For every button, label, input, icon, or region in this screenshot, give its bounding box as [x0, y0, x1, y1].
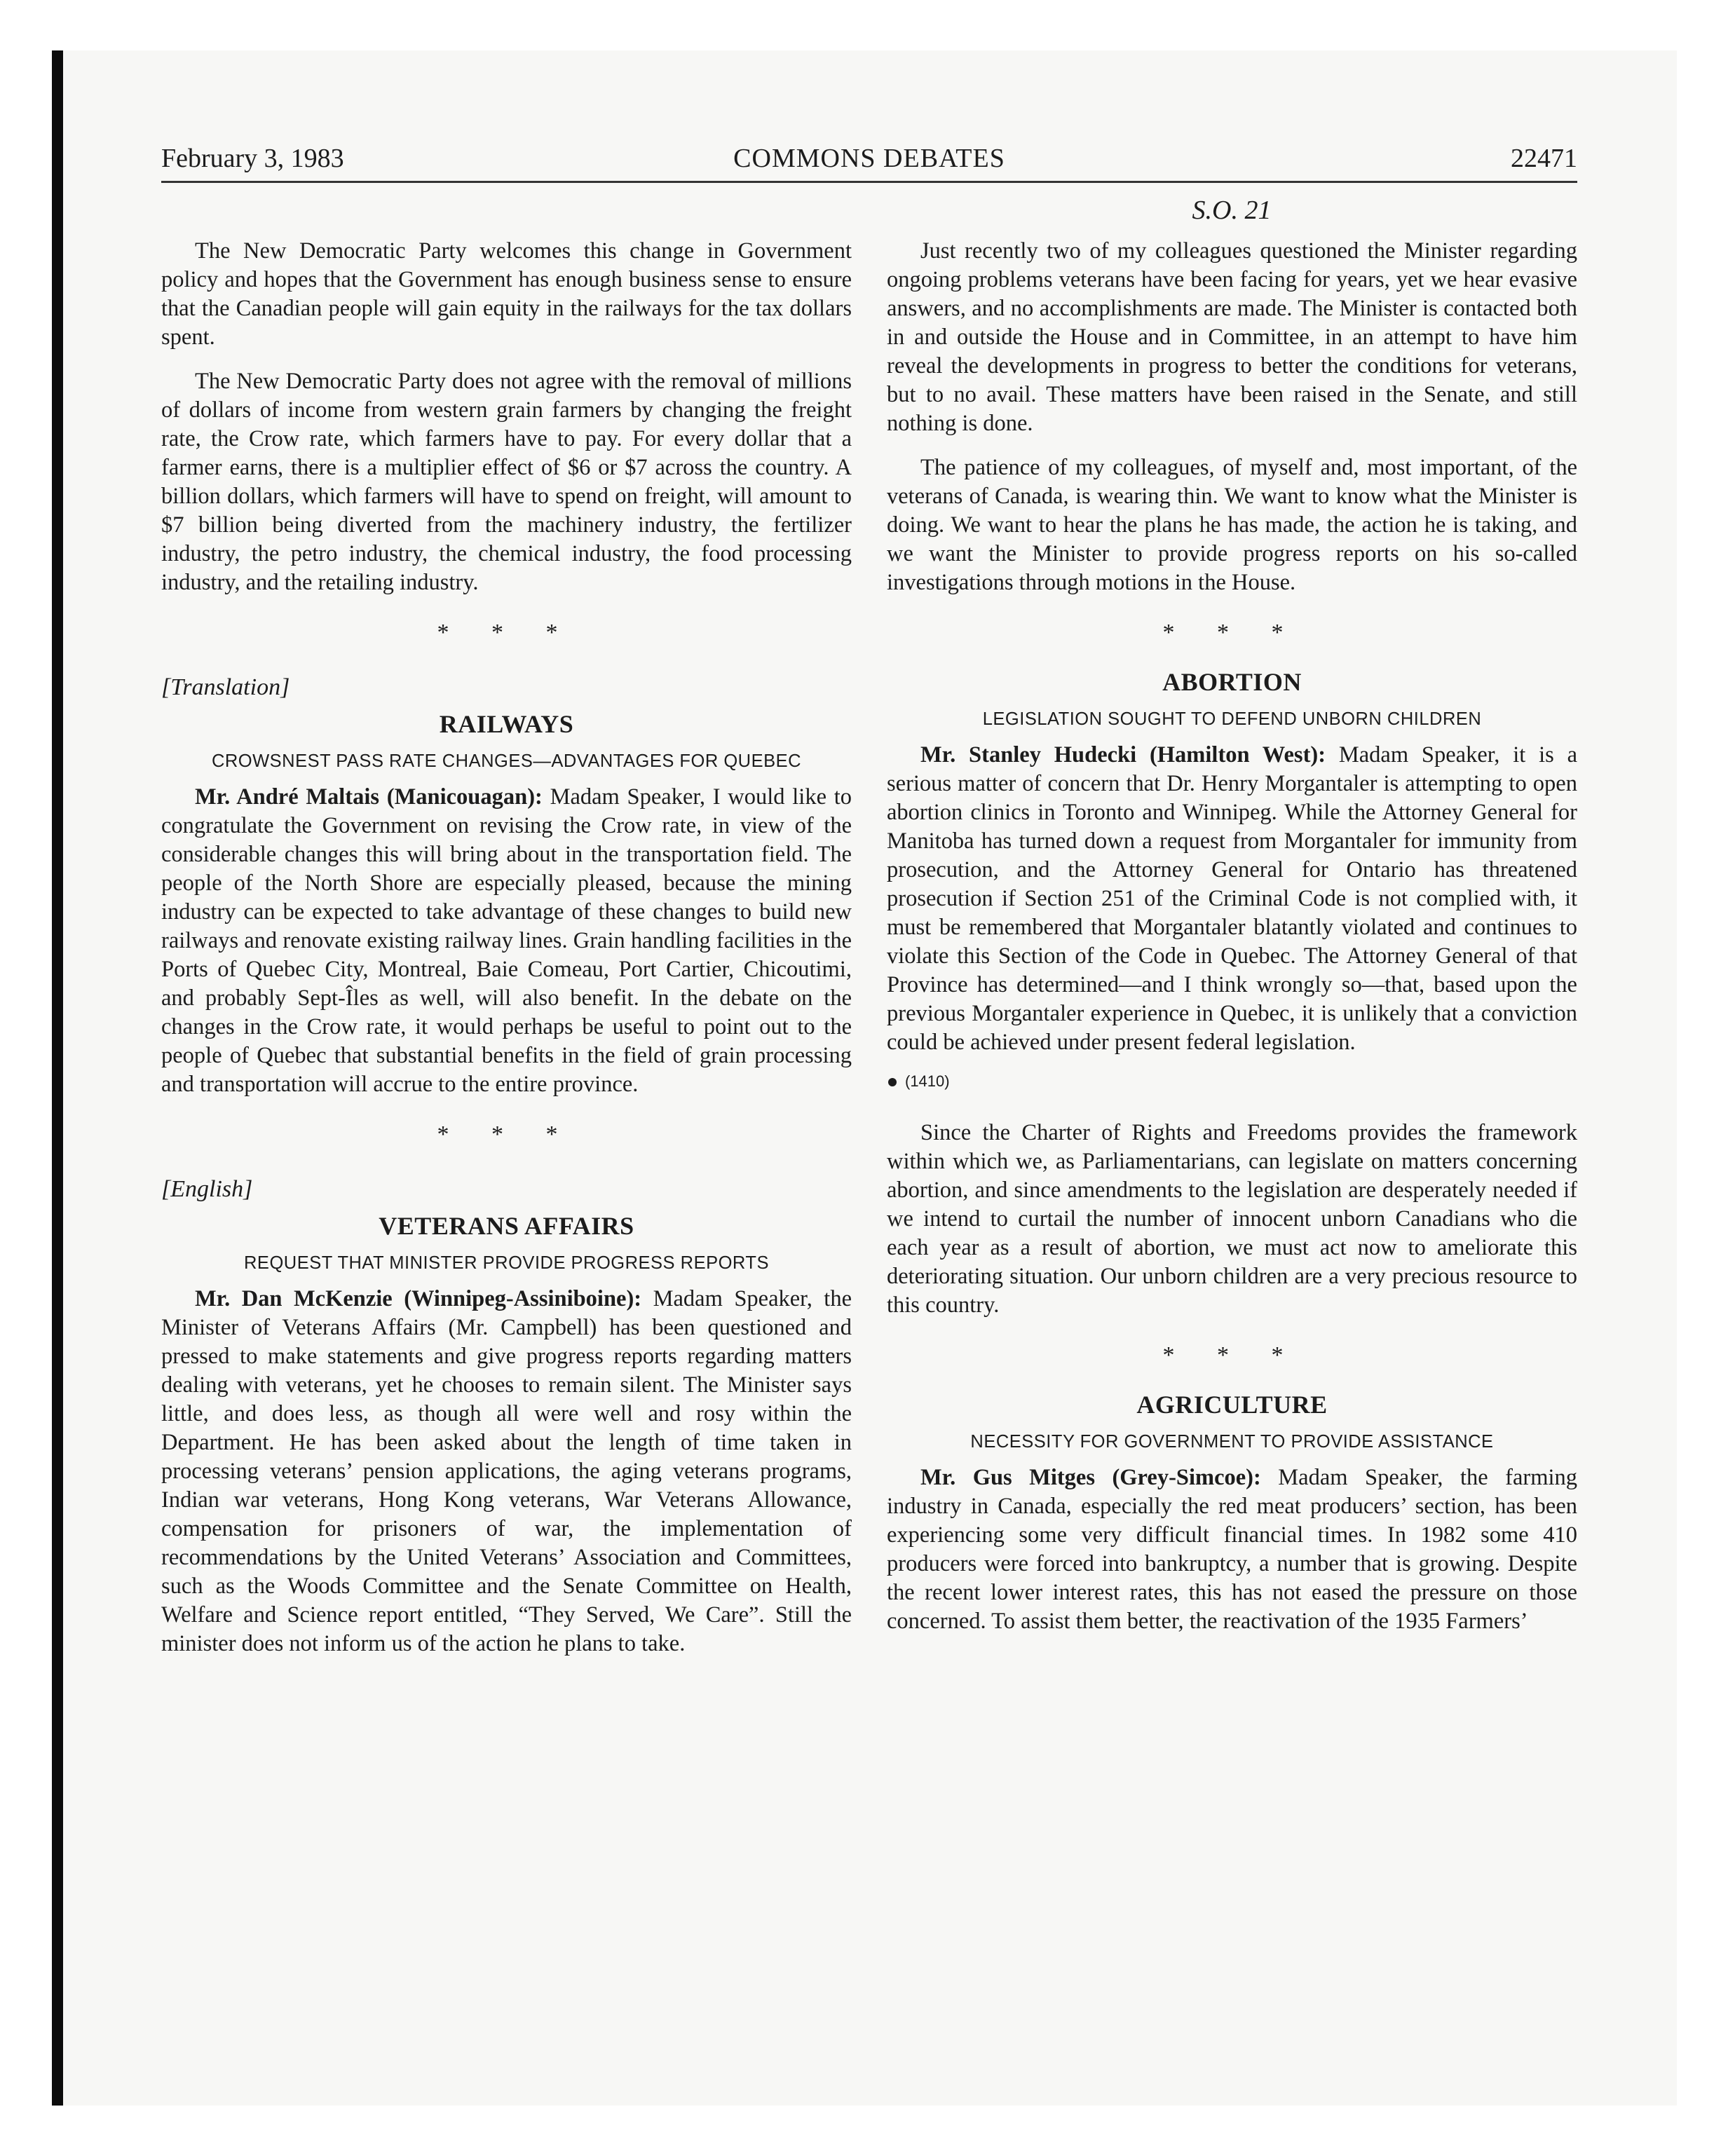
section-heading-agriculture: AGRICULTURE: [1136, 1391, 1328, 1419]
statement-text: Madam Speaker, I would like to congratulate the Government on revising the Crow rate, in view of the considerable changes this will bring about in the transportation field. The people of the North Shore are especially pleased, because the mining industry can be expected to take advantage of these changes to build new railways and renovate existing railway lines. Grain handling facilities in the Ports of Quebec City, Montreal, Baie Comeau, Port Cartier, Chicoutimi, and probably Sept-Îles as well, will also benefit. In the debate on the changes in the Crow rate, it would perhaps be useful to point out to the people of Quebec that substantial benefits in the field of grain processing and transportation will accrue to the entire province.: [161, 784, 852, 1097]
section-separator: * * *: [437, 620, 576, 646]
section-separator: * * *: [1162, 1342, 1302, 1368]
header-title: COMMONS DEBATES: [733, 144, 1005, 173]
section-subheading-veterans: REQUEST THAT MINISTER PROVIDE PROGRESS REPORTS: [244, 1253, 769, 1273]
section-subheading-agriculture: NECESSITY FOR GOVERNMENT TO PROVIDE ASSISTANCE: [970, 1432, 1494, 1452]
paragraph: Since the Charter of Rights and Freedoms provides the framework within which we, as Parliamentarians, can legislate on matters concerning abortion, and since amendments to the legislation are desperately needed if we intend to curtail the number of innocent unborn Canadians who die each year as a result of abortion, we must act now to ameliorate this deteriorating situation. Our unborn children are a very precious resource to this country.: [887, 1120, 1577, 1318]
language-note: [English]: [161, 1176, 253, 1202]
paragraph: The New Democratic Party does not agree with the removal of millions of dollars of income from western grain farmers by changing the freight rate, the Crow rate, which farmers have to pay. For every dollar that a farmer earns, there is a multiplier effect of $6 or $7 across the country. A billion dollars, which farmers will have to spend on freight, will amount to $7 billion being diverted from the machinery industry, the fertilizer industry, the petro industry, the chemical industry, the food processing industry, and the retailing industry.: [161, 369, 852, 595]
section-separator: * * *: [437, 1121, 576, 1147]
statement-text: Madam Speaker, the farming industry in Canada, especially the red meat producers’ section, has been experiencing some very difficult financial times. In 1982 some 410 producers were forced into bankruptcy, a number that is growing. Despite the recent lower interest rates, this has not eased the pressure on those concerned. To assist them better, the reactivation of the 1935 Farmers’: [887, 1465, 1577, 1634]
section-heading-abortion: ABORTION: [1162, 668, 1302, 696]
right-column: [887, 237, 1577, 1651]
page-binding-edge: [52, 50, 63, 2106]
speaker-name: Mr. Dan McKenzie (Winnipeg-Assiniboine):: [195, 1286, 642, 1311]
timestamp-text: (1410): [905, 1072, 950, 1090]
running-header: [161, 140, 1577, 183]
section-marker: S.O. 21: [1192, 196, 1272, 225]
section-heading-railways: RAILWAYS: [439, 710, 574, 738]
statement-veterans: [161, 1285, 852, 1658]
page-number: 22471: [1511, 144, 1577, 173]
statement-text: Madam Speaker, the Minister of Veterans Affairs (Mr. Campbell) has been questioned and pressed to make statements and give progress reports regarding matters dealing with veterans, yet he chooses to remain silent. The Minister says little, and does less, as though all were well and rosy within the Department. He has been asked about the length of time taken in processing veterans’ pension applications, the aging veterans programs, Indian war veterans, Hong Kong veterans, War Veterans Allowance, compensation for prisoners of war, the implementation of recommendations by the United Veterans’ Association and Committees, such as the Woods Committee and the Senate Committee on Health, Welfare and Science report entitled, “They Served, We Care”. Still the minister does not inform us of the action he plans to take.: [161, 1286, 852, 1656]
bullet-icon: [888, 1078, 897, 1086]
header-date: February 3, 1983: [161, 144, 344, 173]
section-subheading-abortion: LEGISLATION SOUGHT TO DEFEND UNBORN CHILDREN: [982, 709, 1482, 729]
section-heading-veterans: VETERANS AFFAIRS: [379, 1212, 634, 1240]
paragraph: The patience of my colleagues, of myself and, most important, of the veterans of Canada, is wearing thin. We want to know what the Minister is doing. We want to hear the plans he has made, the action he is taking, and we want the Minister to provide progress reports on his so-called investigations through motions in the House.: [887, 455, 1577, 595]
speaker-name: Mr. André Maltais (Manicouagan):: [195, 784, 543, 810]
timestamp: [888, 1072, 1577, 1091]
statement-text: Madam Speaker, it is a serious matter of concern that Dr. Henry Morgantaler is attempting to open abortion clinics in Toronto and Winnipeg. While the Attorney General for Manitoba has turned down a request from Morgantaler for immunity from prosecution, and the Attorney General for Ontario has threatened prosecution if Section 251 of the Criminal Code is not complied with, it must be remembered that Morgantaler blatantly violated and continues to violate this Section of the Code in Quebec. The Attorney General of that Province has determined—and I think wrongly so—that, based upon the previous Morgantaler experience in Quebec, it is unlikely that a conviction could be achieved under present federal legislation.: [887, 742, 1577, 1055]
statement-abortion: [887, 741, 1577, 1057]
language-note: [Translation]: [161, 674, 290, 700]
section-subheading-railways: CROWSNEST PASS RATE CHANGES—ADVANTAGES FOR QUEBEC: [211, 751, 802, 771]
speaker-name: Mr. Stanley Hudecki (Hamilton West):: [920, 742, 1326, 767]
left-column: [161, 237, 852, 1674]
statement-agriculture: [887, 1464, 1577, 1636]
section-separator: * * *: [1162, 620, 1302, 646]
statement-railways: [161, 783, 852, 1099]
paragraph: Just recently two of my colleagues questioned the Minister regarding ongoing problems veterans have been facing for years, yet we hear evasive answers, and no accomplishments are made. The Minister is contacted both in and outside the House and in Committee, in an attempt to have him reveal the developments in progress to better the conditions for veterans, but to no avail. These matters have been raised in the Senate, and still nothing is done.: [887, 238, 1577, 436]
paragraph: The New Democratic Party welcomes this change in Government policy and hopes that the Government has enough business sense to ensure that the Canadian people will gain equity in the railways for the tax dollars spent.: [161, 238, 852, 350]
speaker-name: Mr. Gus Mitges (Grey-Simcoe):: [920, 1465, 1261, 1490]
